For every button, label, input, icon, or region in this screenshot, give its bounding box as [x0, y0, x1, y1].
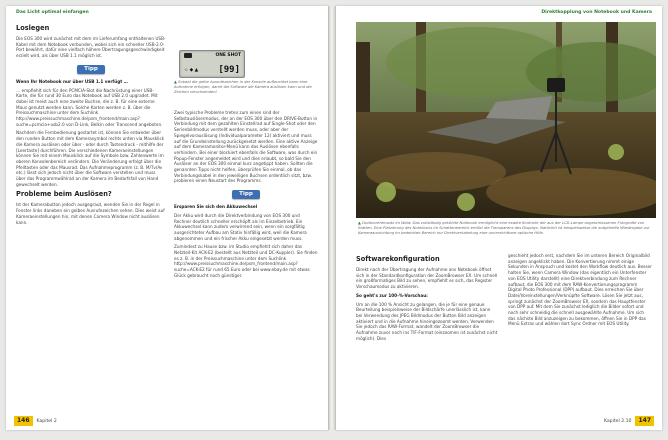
tip-title: Wenn Ihr Notebook nur über USB 1.1 verfügt …: [16, 78, 128, 84]
tip-text: … empfiehlt sich für den PCMCIA-Slot die Nachrüstung einer USB-Karte, die für rund 30 Euro das Notebook auf USB 2.0 upgradet. Mit dabei ist meist auch eine zweite Buchse, die z. B. für eine externe Maus genutzt werden kann. Solche Karten werden z. B. über die Preissuchmaschine unter dem Suchlink http://www.preissuchmaschine.de/psm_frontend/main.asp?suche=pcmcia+usb2.0 von D-Link, Belkin oder Transcend angeboten.: [16, 87, 163, 127]
lcd-caption: [174, 80, 318, 95]
right-column-2: [508, 253, 652, 330]
chapter-label: Kapitel 2: [36, 418, 57, 424]
paragraph: Die EOS 300 wird zunächst mit dem im Lieferumfang enthaltenen USB-Kabel mit dem Notebook verbunden, wobei sich ein schneller USB-2.0-Port bewährt, dafür eine vielfach höhere Übertragungsgeschwindigkeit erzielt wird, als über USB 1.1 möglich ist.: [16, 36, 166, 59]
photo-caption-text: Outdoorereinsatz im Wald: Das vollständig gekühlte Notebook ermöglicht eine exakte Kontrolle der aus der LCD-Lampe angeschlossenen Fotografie von Statten. Eine Platzierung des Notebooks im Schattenbereich erhöht die Transparenz des Displays. Natürlich ist beispielsweise die aufgehellte Wiedergabe zur Kameraausrichtung im bedeckten Bereich nur Direktverkabelung eine unverzichtbare optische Hilfe.: [358, 221, 650, 235]
heading-loslegen: Loslegen: [16, 24, 50, 32]
paragraph: Zumindest zu Hause bzw. im Studio empfiehlt sich daher das Netzteil-Kit ACK-E2 (bestellt aus Netzteil und DC-Kuppler). Sie finden es z. B. in der Preissuchmaschine unter dem Suchlink http://www.preissuchmaschine.de/psm_frontend/main.asp?suche=ACK-E2 für rund 65 Euro oder bei www.ebay.de mit etwas Glück gebraucht noch günstiger.: [174, 244, 318, 278]
tip-title: Ersparen Sie sich den Akkuwechsel: [174, 204, 258, 210]
heading-softwarekonfiguration: Softwarekonfiguration: [356, 255, 440, 263]
camera-icon: [184, 53, 192, 58]
right-page: [336, 6, 662, 430]
tip-text: Der Akku wird durch die Direktverbindung von EOS 300 und Rechner deutlich schneller erschöpft als im Einzelbetrieb. Ein Akkuwechsel kann zudem verwirrend sein, wenn ein sorgfältig ausgerichteter Aufbau am Stativ hinfällig wird, weil die Kamera abgenommen und ein frischer Akku eingesetzt werden muss.: [174, 212, 307, 241]
chapter-label: Kapitel 2.10: [603, 418, 632, 424]
caption-arrow-icon: ▲: [174, 80, 179, 84]
paragraph: geschieht jedoch erst, nachdem Sie im unteren Bereich Originalbild anzeigen angeklickt haben. Die Konvertierung nimmt einige Sekunden in Anspruch und kostet den Workflow deutlich aus. Besser halten Sie, wenn Camera Window (das eigentlich ein Unterfenster von EOS Utility darstellt) eine Direktverbindung zum Rechner aufbaut, die EOS 300 mit dem RAW-Konvertierungsprogramm Digital Photo Professional (DPP) aufbaut. Dies erreichen Sie über Datei/Voreinstellungen/Verknüpfte Software. Lösen Sie jetzt aus, springt zunächst der ZoomBrowser EX, sondern das Hauptfenster von DPP auf. Mit dem Sie zunächst lediglich die Bilder sofort und noch sehr schneidig die schnell ausgewählte Aufnahme. Um sich das nächste Bild anzuzeigen zu bekommen, öffnen Sie in DPP das Menü Extras und wählen dort Sync Ordner mit EOS Utility.: [508, 253, 652, 327]
paragraph: Zwei typische Probleme treten zum einen sind der Selbstauslösermodus, der an der EOS 300 über den DRIVE-Button in Verbindung mit dem gezahlten Einstellrad auf Single-Shot oder den Serienbildmodus verstellt werden muss, oder aber der Spiegelvorauslösung (Individualparameter 12) aktiviert und muss auf die Grundeinstellung zurückgesetzt werden. Eine aktive Anzeige auf dem Kameramonitor-Menü kann das Auslösen ebenfalls verhindern. Bei einer blockiert ebenfalls die Software, was durch ein Popup-Fenster angemeldet wird und dies erlaubt, so bald Sie den Auslöser an der EOS 300 einmal kurz angetippt haben. Sollten die genannten Tipps nicht helfen, überprüfen Sie einmal, ob das Verbindungskabel in den jeweiligen Buchsen ordentlich sitzt, bzw. probieren einen Neustart des Programms.: [174, 110, 318, 184]
lcd-symbols: ☆ ◆ ▲: [184, 68, 199, 73]
subheading-vorschau: So geht's zur 100-%-Vorschau:: [356, 292, 428, 298]
left-column-1: [16, 22, 166, 228]
footer-left: [14, 416, 57, 426]
tipp-badge: Tipp: [232, 190, 260, 199]
paragraph: Nachdem die Fernbedienung gestartet ist, können Sie entweder über den runden Button mit dem Kamerasymbol rechts unten via Mausklick die Kamera auslösen oder über - oder durch Tastendruck - mithilfe der [Leertaste] durchführen. Die verschiedenen Kameraeinstellungen können Sie mit einem Mausklick auf die Symbole bzw. Zahlenwerte im oberen Konsolenbereich verändern. Die Veränderung erfolgt über die Pfeiltasten oder das Mausrad. Das Aufnahmeprogramm (z. B. M/Tv/Av etc.) lässt sich jedoch nicht über die Software verstellen und muss über das Programmwählrad an der Kamera im Bedarfsfall von Hand gewechselt werden.: [16, 130, 165, 187]
paragraph: Ist der Kamerabutton jedoch ausgegraut, wenden Sie in der Regel in Fenster links daneben ein gelbes Ausrufezeichen sehen. Dies weist auf Kameraeinstellungen hin, mit denen Camera Window nicht auslösen kann.: [16, 202, 165, 225]
paragraph: Um an die 100 % Ansicht zu gelangen, die je für eine genaue Beurteilung beispielsweise der Bildschärfe unerlässlich ist, kann bei Verwendung des JPEG Bildmodus der Button Bild anzeigen aktiviert und in die Aufnahme hineingezoomt werden. Verwenden Sie jedoch das RAW-Format, wandelt der ZoomBrowser die Aufnahme zuvor noch ins TIF-Format (einzoomen ist zunächst nicht möglich). Dies: [356, 301, 498, 341]
caption-arrow-icon: ▲: [358, 221, 363, 225]
heading-probleme: Probleme beim Auslösen?: [16, 190, 112, 199]
lcd-mode: ONE SHOT: [215, 53, 241, 58]
paragraph: Direkt nach der Übertragung der Aufnahme ans Notebook öffnet sich in der Standardkonfiguration der ZoomBrowser EX. Um schnell ein großformatiges Bild zu sehen, empfiehlt es sich, das Register Vorschaumodus zu aktivieren.: [356, 267, 498, 290]
book-gutter: [328, 6, 336, 430]
running-head-left: Das Licht optimal einfangen: [16, 10, 89, 15]
camera-lcd-display: [179, 50, 245, 78]
lcd-shot-count: [99]: [218, 65, 240, 75]
lcd-caption-text: Sobald die gelbe Ausrufezeichen in der Konsole aufleuchtet kann eine Aufnahme erfolgen, damit die Software die Kamera auslösen kann und die Zeichen verschwinden!: [174, 80, 312, 94]
right-column-1: [356, 253, 498, 344]
photo-illustration: [356, 22, 656, 218]
tipp-badge: Tipp: [77, 65, 105, 74]
left-page: [6, 6, 328, 430]
left-column-2: [174, 110, 318, 282]
page-number: 147: [635, 416, 654, 426]
forest-laptop-photo: [356, 22, 656, 218]
running-head-right: Direktkopplung von Notebook und Kamera: [541, 10, 652, 15]
photo-caption: [358, 221, 654, 236]
page-number: 146: [14, 416, 33, 426]
footer-right: [604, 416, 654, 426]
